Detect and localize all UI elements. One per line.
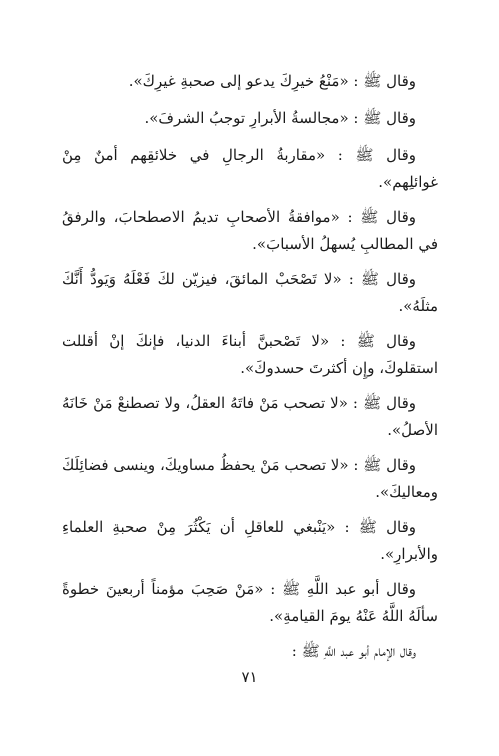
paragraph-3: وقال ﷺ : «مقاربةُ الرجالِ في خلائقِهم أمنٌ مِنْ غوائلِهم».	[62, 146, 438, 191]
paragraph-8: وقال ﷺ : «لا تصحب مَنْ يحفظُ مساويكَ، وينسى فضائِلَكَ ومعاليكَ».	[62, 456, 438, 501]
paragraph-4: وقال ﷺ : «موافقةُ الأصحابِ تديمُ الاصطحابَ، والرفقُ في المطالبِ يُسهلُ الأسبابَ».	[62, 208, 438, 253]
paragraph-2: وقال ﷺ : «مجالسةُ الأبرارِ توجبُ الشرفَ».	[144, 109, 416, 127]
paragraph-10: وقال أبو عبد اللَّهِ ﷺ : «مَنْ صَحِبَ مؤمناً أربعينَ خطوةً سألَهُ اللَّهُ عَنْهُ يومَ القيامةِ».	[62, 580, 438, 625]
paragraph-5: وقال ﷺ : «لا تَصْحَبْ المائقَ، فيزيّن لكَ فَعْلَهُ وَيَودُّ أَنَّكَ مثلَهُ».	[62, 270, 438, 315]
page-number: ٧١	[241, 668, 258, 686]
paragraph-11: وقال الإمام أبو عبد اللَّهِ ﷺ :	[291, 642, 416, 660]
paragraph-7: وقال ﷺ : «لا تصحب مَنْ فاتَهُ العقلُ، ولا تصطنعْ مَنْ خَانَهُ الأصلُ».	[62, 394, 438, 439]
paragraph-6: وقال ﷺ : «لا تَصْحبنَّ أبناءَ الدنيا، فإنكَ إنْ أقللت استقلوكَ، وإِن أكثرتَ حسدوكَ».	[62, 332, 438, 377]
page-text	[62, 68, 438, 675]
paragraph-1: وقال ﷺ : «مَنْعُ خيرِكَ يدعو إلى صحبةِ غيرِكَ».	[128, 72, 416, 90]
paragraph-9: وقال ﷺ : «يَنْبغي للعاقلِ أن يَكْثُرَ مِنْ صحبةِ العلماءِ والأبرارِ».	[62, 518, 438, 563]
